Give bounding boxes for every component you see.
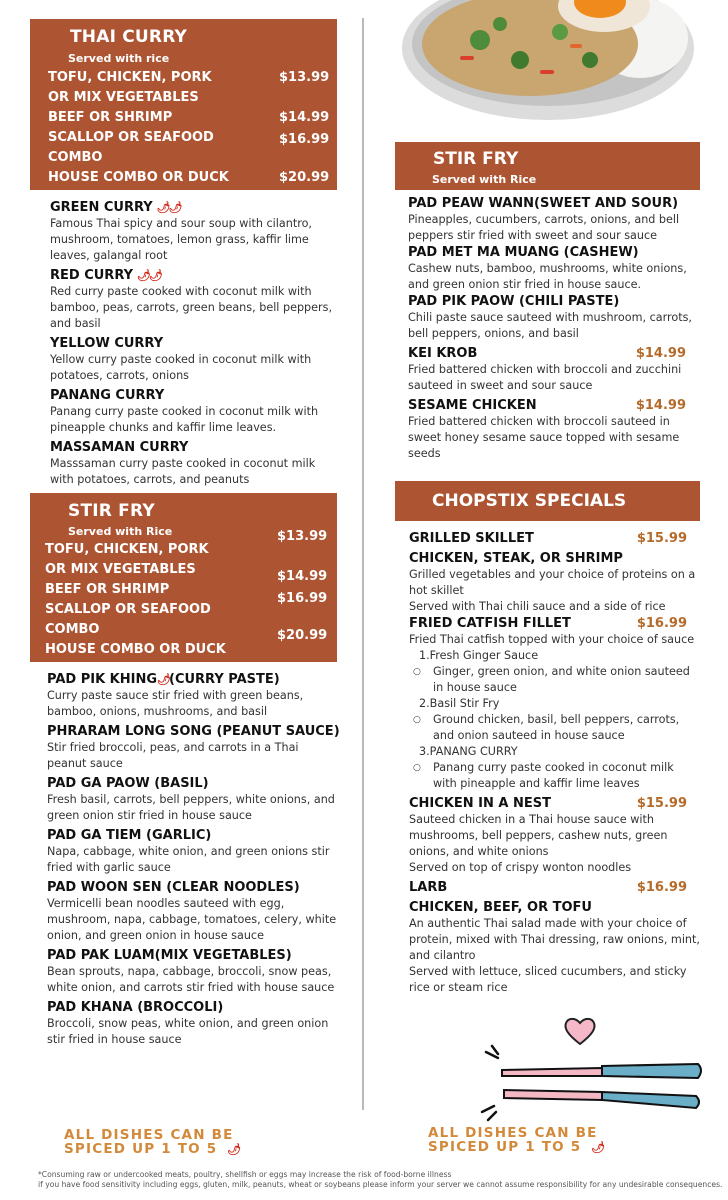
menu-item-name: PAD PEAW WANN(SWEET AND SOUR) <box>408 196 679 211</box>
panel-title: STIR FRY <box>68 501 155 521</box>
menu-item-name: PAD PAK LUAM(MIX VEGETABLES) <box>47 948 292 963</box>
menu-item-name: RED CURRY 🌶🌶 <box>50 268 161 283</box>
price-label: OR MIX VEGETABLES <box>45 562 196 577</box>
menu-item-name: PAD GA TIEM (GARLIC) <box>47 828 212 843</box>
menu-item-name: PAD PIK KHING🌶(CURRY PASTE) <box>47 672 280 687</box>
sauce-option: 1.Fresh Ginger Sauce <box>419 649 539 662</box>
chili-icon: 🌶🌶 <box>156 201 181 214</box>
menu-item-name: GREEN CURRY 🌶🌶 <box>50 200 181 215</box>
menu-item-name: PHRARAM LONG SONG (PEANUT SAUCE) <box>47 724 340 739</box>
item-price: $16.99 <box>636 616 687 631</box>
menu-item-name: LARB $16.99 <box>409 880 687 895</box>
menu-item-name: PAD KHANA (BROCCOLI) <box>47 1000 224 1015</box>
menu-item-desc: Famous Thai spicy and sour soup with cilantro, mushroom, tomatoes, lemon grass, kaffir lime leaves, galangal root <box>50 217 312 262</box>
menu-item-name: PAD WOON SEN (CLEAR NOODLES) <box>47 880 300 895</box>
food-safety-disclaimer: *Consuming raw or undercooked meats, poultry, shellfish or eggs may increase the risk of food-borne illness if you have food sensitivity including eggs, gluten, milk, peanuts, wheat or soybeans please inform your server we cannot assume responsibility for any undesirable consequences. <box>38 1170 723 1189</box>
panel-subtitle: Served with rice <box>68 52 170 65</box>
price-label: BEEF OR SHRIMP <box>48 110 173 125</box>
panel-subtitle: Served with Rice <box>68 525 173 538</box>
price-label: TOFU, CHICKEN, PORK <box>48 70 212 85</box>
sauce-option: 3.PANANG CURRY <box>419 745 518 758</box>
item-price: $15.99 <box>636 531 687 546</box>
menu-item-desc: Fried battered chicken with broccoli and zucchini sauteed in sweet and sour sauce <box>408 363 682 392</box>
sauce-option-desc: ○ Ginger, green onion, and white onion sauteed in house sauce <box>409 664 701 696</box>
right-stir-fry-list <box>408 195 700 462</box>
price-value: $20.99 <box>277 628 328 643</box>
price-value: $16.99 <box>279 132 330 147</box>
menu-item-desc: Napa, cabbage, white onion, and green onions stir fried with garlic sauce <box>47 845 330 874</box>
price-label: HOUSE COMBO OR DUCK <box>45 642 226 657</box>
specials-header <box>395 481 700 521</box>
item-price: $14.99 <box>635 346 686 361</box>
stir-fry-header <box>395 142 700 190</box>
menu-item-desc: Curry paste sauce stir fried with green beans, bamboo, onions, mushrooms, and basil <box>47 689 304 718</box>
sauce-options <box>409 648 701 792</box>
section-title: STIR FRY <box>433 149 519 169</box>
menu-item-name: MASSAMAN CURRY <box>50 440 189 455</box>
menu-item-desc: Vermicelli bean noodles sauteed with egg, mushroom, napa, cabbage, tomatoes, celery, white onion, and green onion in house sauce <box>47 897 337 942</box>
chili-icon: 🌶 <box>591 1141 604 1154</box>
spice-note-right: ALL DISHES CAN BE SPICED UP 1 TO 5 🌶 <box>428 1125 604 1155</box>
sauce-option: 2.Basil Stir Fry <box>419 697 500 710</box>
price-label: HOUSE COMBO OR DUCK <box>48 170 229 185</box>
menu-item-name: GRILLED SKILLET $15.99 <box>409 531 687 546</box>
chili-icon: 🌶 <box>227 1143 240 1156</box>
menu-item-name: CHICKEN IN A NEST $15.99 <box>409 796 687 811</box>
menu-item-options: CHICKEN, BEEF, OR TOFU <box>409 900 592 915</box>
thai-curry-panel <box>30 19 337 190</box>
menu-item-desc: Fried Thai catfish topped with your choice of sauce <box>409 633 695 646</box>
menu-item-desc: Broccoli, snow peas, white onion, and green onion stir fried in house sauce <box>47 1017 329 1046</box>
menu-item-options: CHICKEN, STEAK, OR SHRIMP <box>409 551 623 566</box>
section-title: CHOPSTIX SPECIALS <box>432 491 627 511</box>
menu-item-desc: Cashew nuts, bamboo, mushrooms, white onions, and green onion stir fried in house sauce. <box>408 262 687 291</box>
menu-item-desc: Fresh basil, carrots, bell peppers, white onions, and green onion stir fried in house sauce <box>47 793 335 822</box>
price-value: $14.99 <box>279 110 330 125</box>
menu-item-note: Served on top of crispy wonton noodles <box>409 861 632 874</box>
menu-item-desc: An authentic Thai salad made with your choice of protein, mixed with Thai dressing, raw onions, mint, and cilantro <box>409 917 700 962</box>
menu-item-name: FRIED CATFISH FILLET $16.99 <box>409 616 687 631</box>
menu-item-name: PAD MET MA MUANG (CASHEW) <box>408 245 639 260</box>
price-label: COMBO <box>48 150 103 165</box>
menu-item-note: Served with Thai chili sauce and a side of rice <box>409 600 666 613</box>
menu-item-desc: Yellow curry paste cooked in coconut milk with potatoes, carrots, onions <box>50 353 312 382</box>
menu-item-name: SESAME CHICKEN $14.99 <box>408 398 686 413</box>
section-subtitle: Served with Rice <box>432 173 537 186</box>
heart-icon <box>563 1016 597 1046</box>
sauce-option-desc: ○ Ground chicken, basil, bell peppers, carrots, and onion sauteed in house sauce <box>409 712 701 744</box>
panel-title: THAI CURRY <box>70 27 188 47</box>
column-divider <box>362 18 364 1110</box>
menu-item-name: KEI KROB $14.99 <box>408 346 686 361</box>
stir-fry-panel <box>30 493 337 662</box>
chili-icon: 🌶 <box>157 673 169 686</box>
curry-list <box>50 199 340 488</box>
item-price: $15.99 <box>636 796 687 811</box>
menu-item-name: PAD GA PAOW (BASIL) <box>47 776 209 791</box>
stir-fry-list <box>47 671 339 1048</box>
price-label: SCALLOP OR SEAFOOD <box>48 130 214 145</box>
menu-item-note: Served with lettuce, sliced cucumbers, and sticky rice or steam rice <box>409 965 687 994</box>
menu-item-desc: Red curry paste cooked with coconut milk with bamboo, peas, carrots, green beans, bell peppers, and basil <box>50 285 333 330</box>
specials-list <box>409 530 701 996</box>
price-value: $20.99 <box>279 170 330 185</box>
menu-item-desc: Masssaman curry paste cooked in coconut milk with potatoes, carrots, and peanuts <box>50 457 316 486</box>
menu-item-name: YELLOW CURRY <box>50 336 164 351</box>
menu-item-desc: Chili paste sauce sauteed with mushroom, carrots, bell peppers, onions, and basil <box>408 311 692 340</box>
menu-item-desc: Grilled vegetables and your choice of proteins on a hot skillet <box>409 568 696 597</box>
price-label: SCALLOP OR SEAFOOD <box>45 602 211 617</box>
item-price: $14.99 <box>635 398 686 413</box>
price-value: $14.99 <box>277 569 328 584</box>
menu-item-desc: Panang curry paste cooked in coconut milk with pineapple chunks and kaffir lime leaves. <box>50 405 319 434</box>
menu-item-desc: Sauteed chicken in a Thai house sauce with mushrooms, bell peppers, cashew nuts, green onions, and white onions <box>409 813 668 858</box>
chili-icon: 🌶🌶 <box>137 269 161 282</box>
price-label: BEEF OR SHRIMP <box>45 582 170 597</box>
menu-item-desc: Pineapples, cucumbers, carrots, onions, and bell peppers stir fried with sweet and sour sauce <box>408 213 680 242</box>
food-bowl-illustration <box>400 0 698 130</box>
price-label: COMBO <box>45 622 100 637</box>
menu-item-name: PAD PIK PAOW (CHILI PASTE) <box>408 294 620 309</box>
price-value: $16.99 <box>277 591 328 606</box>
menu-item-desc: Stir fried broccoli, peas, and carrots in a Thai peanut sauce <box>47 741 299 770</box>
chopsticks-icon <box>480 1044 706 1124</box>
sauce-option-desc: ○ Panang curry paste cooked in coconut milk with pineapple and kaffir lime leaves <box>409 760 701 792</box>
spice-note-left: ALL DISHES CAN BE SPICED UP 1 TO 5 🌶 <box>64 1127 240 1157</box>
menu-item-desc: Fried battered chicken with broccoli sauteed in sweet honey sesame sauce topped with sesame seeds <box>408 415 680 460</box>
item-price: $16.99 <box>636 880 687 895</box>
price-label: OR MIX VEGETABLES <box>48 90 199 105</box>
menu-item-name: PANANG CURRY <box>50 388 165 403</box>
price-value: $13.99 <box>277 529 328 544</box>
price-label: TOFU, CHICKEN, PORK <box>45 542 209 557</box>
price-value: $13.99 <box>279 70 330 85</box>
menu-item-desc: Bean sprouts, napa, cabbage, broccoli, snow peas, white onion, and carrots stir fried with house sauce <box>47 965 335 994</box>
